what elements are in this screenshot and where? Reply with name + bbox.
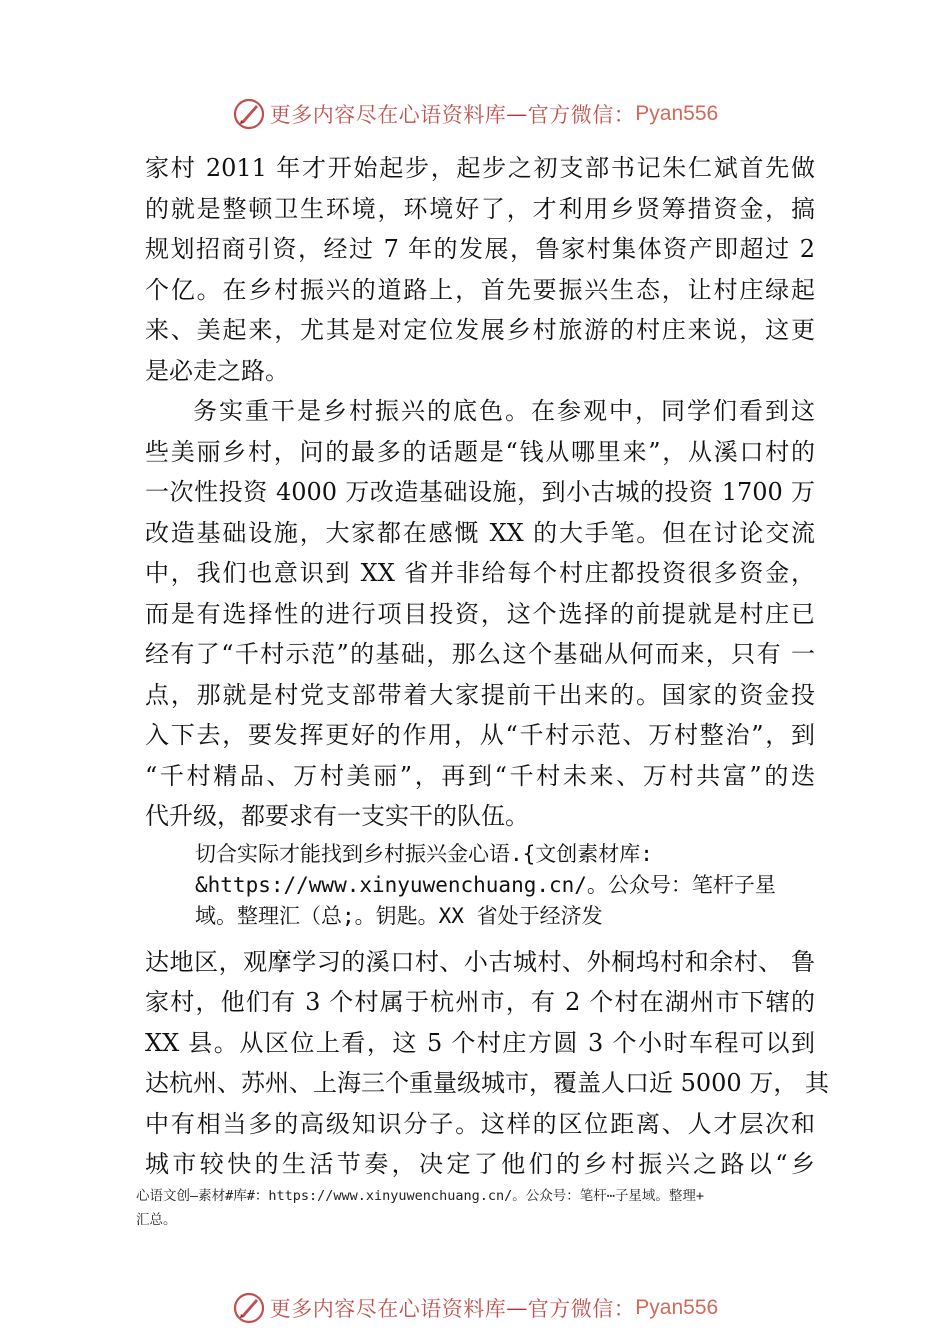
inserted-watermark-quote [195, 839, 815, 932]
quill-logo-icon [232, 97, 266, 131]
footer-banner [0, 1288, 950, 1328]
text-line: 达杭州、苏州、上海三个重量级城市，覆盖人口近 5000 万， 其 [145, 1069, 829, 1097]
text-line: 务实重干是乡村振兴的底色。在参观中，同学们看到这 [193, 397, 815, 425]
text-line: 城市较快的生活节奏，决定了他们的乡村振兴之路以“乡 [145, 1150, 815, 1178]
banner-wechat-id: Pyan556 [635, 102, 719, 125]
text-line: 一次性投资 4000 万改造基础设施，到小古城的投资 1700 万 [145, 478, 815, 506]
text-line: 规划招商引资，经过 7 年的发展，鲁家村集体资产即超过 2 [145, 235, 815, 263]
text-line: 些美丽乡村，问的最多的话题是“钱从哪里来”，从溪口村的 [145, 437, 815, 466]
text-line: 来、美起来，尤其是对定位发展乡村旅游的村庄来说，这更 [145, 316, 815, 344]
text-line: 家村 2011 年才开始起步，起步之初支部书记朱仁斌首先做 [145, 154, 815, 182]
text-line: 入下去，要发挥更好的作用，从“千村示范、万村整治”，到 [145, 721, 815, 749]
document-body [145, 148, 829, 1185]
header-banner [0, 94, 950, 134]
banner-wechat-id: Pyan556 [635, 1296, 719, 1319]
quote-line: 切合实际才能找到乡村振兴金心语.{文创素材库: [195, 841, 653, 866]
banner-wechat-label: 官方微信： [527, 103, 636, 127]
text-line: XX 县。从区位上看，这 5 个村庄方圆 3 个小时车程可以到 [145, 1028, 815, 1057]
paragraph-3 [145, 942, 829, 1185]
text-line: 经有了“千村示范”的基础，那么这个基础从何而来，只有 一 [145, 640, 815, 668]
banner-separator: — [506, 1296, 528, 1320]
text-line: 改造基础设施，大家都在感慨 XX 的大手笔。但在讨论交流 [145, 518, 815, 547]
footnote-line: 心语文创—素材#库#：https://www.xinyuwenchuang.cn/。公众号：笔杆⋯子星域。整理+ [136, 1188, 704, 1204]
text-line: 中，我们也意识到 XX 省并非给每个村庄都投资很多资金， [145, 559, 815, 587]
text-line: 个亿。在乡村振兴的道路上，首先要振兴生态，让村庄绿起 [145, 275, 815, 304]
footnote [136, 1184, 836, 1232]
footnote-line: 汇总。 [136, 1212, 177, 1228]
paragraph-1 [145, 148, 815, 391]
banner-wechat-label: 官方微信： [527, 1297, 636, 1321]
text-line: “千村精品、万村美丽”，再到“千村未来、万村共富”的迭 [145, 761, 815, 790]
banner-text: 更多内容尽在心语资料库 [269, 1297, 507, 1321]
quill-logo-icon [232, 1291, 266, 1325]
text-line: 是必走之路。 [145, 356, 289, 385]
text-line: 而是有选择性的进行项目投资，这个选择的前提就是村庄已 [145, 599, 815, 628]
text-line: 达地区，观摩学习的溪口村、小古城村、外桐坞村和余村、 鲁 [145, 947, 815, 976]
text-line: 中有相当多的高级知识分子。这样的区位距离、人才层次和 [145, 1109, 815, 1138]
quote-line: &https://www.xinyuwenchuang.cn/。公众号：笔杆子星 [195, 872, 776, 897]
text-line: 代升级，都要求有一支实干的队伍。 [145, 802, 529, 830]
quote-line: 域。整理汇（总;。钥匙。XX 省处于经济发 [195, 903, 603, 928]
paragraph-2 [145, 391, 815, 837]
banner-separator: — [506, 102, 528, 126]
text-line: 家村，他们有 3 个村属于杭州市，有 2 个村在湖州市下辖的 [145, 988, 815, 1016]
text-line: 的就是整顿卫生环境，环境好了，才利用乡贤筹措资金，搞 [145, 194, 815, 223]
text-line: 点，那就是村党支部带着大家提前干出来的。国家的资金投 [145, 680, 815, 709]
banner-text: 更多内容尽在心语资料库 [269, 103, 507, 127]
